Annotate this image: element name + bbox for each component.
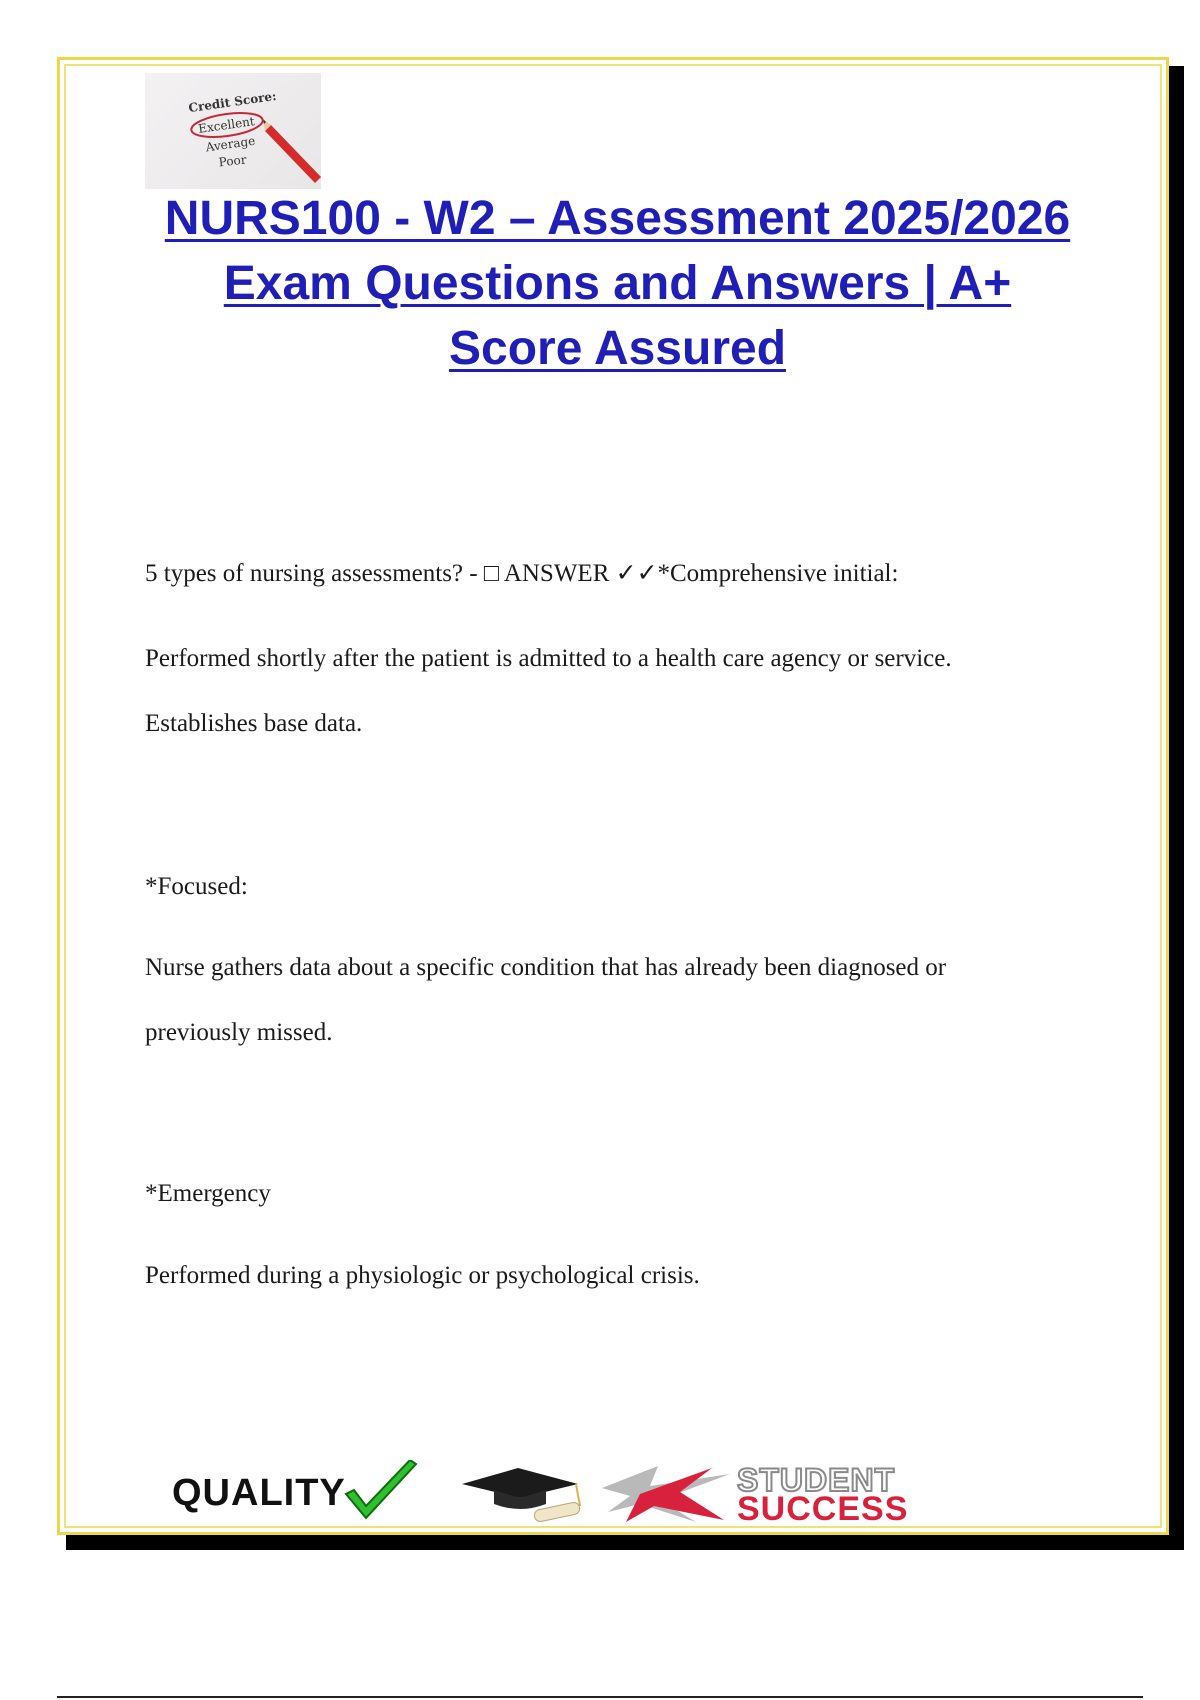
title-line-3: Score Assured [448, 322, 787, 375]
answer-comprehensive-line-2: Establishes base data. [145, 710, 363, 737]
emergency-heading: *Emergency [145, 1180, 271, 1207]
question-text: 5 types of nursing assessments? - □ ANSWER ✓✓*Comprehensive initial: [145, 560, 899, 587]
green-checkmark-icon [340, 1460, 420, 1526]
red-pencil-icon [263, 119, 321, 183]
title-line-1: NURS100 - W2 – Assessment 2025/2026 [164, 192, 1071, 245]
credit-score-image [145, 73, 321, 189]
focused-heading: *Focused: [145, 873, 248, 900]
document-title [120, 186, 1115, 381]
answer-focused-line-2: previously missed. [145, 1019, 333, 1046]
poor-label: Poor [218, 152, 248, 170]
success-logo-text: SUCCESS [737, 1490, 909, 1528]
student-logo-text: STUDENT [737, 1462, 896, 1498]
average-label: Average [204, 133, 257, 155]
answer-focused-line-1: Nurse gathers data about a specific condition that has already been diagnosed or [145, 954, 947, 981]
credit-score-illustration [145, 73, 321, 189]
quality-logo-text: QUALITY [172, 1472, 346, 1514]
answer-emergency-line-1: Performed during a physiologic or psychological crisis. [145, 1262, 700, 1289]
bottom-rule [57, 1696, 1143, 1698]
footer-logos [170, 1460, 1050, 1528]
graduation-cap-icon [460, 1466, 590, 1524]
credit-score-label: Credit Score: [187, 88, 278, 116]
star-swoosh-logo-icon [600, 1460, 735, 1526]
excellent-label: Excellent [197, 114, 256, 136]
title-line-2: Exam Questions and Answers | A+ [223, 257, 1012, 310]
answer-comprehensive-line-1: Performed shortly after the patient is admitted to a health care agency or service. [145, 645, 952, 672]
